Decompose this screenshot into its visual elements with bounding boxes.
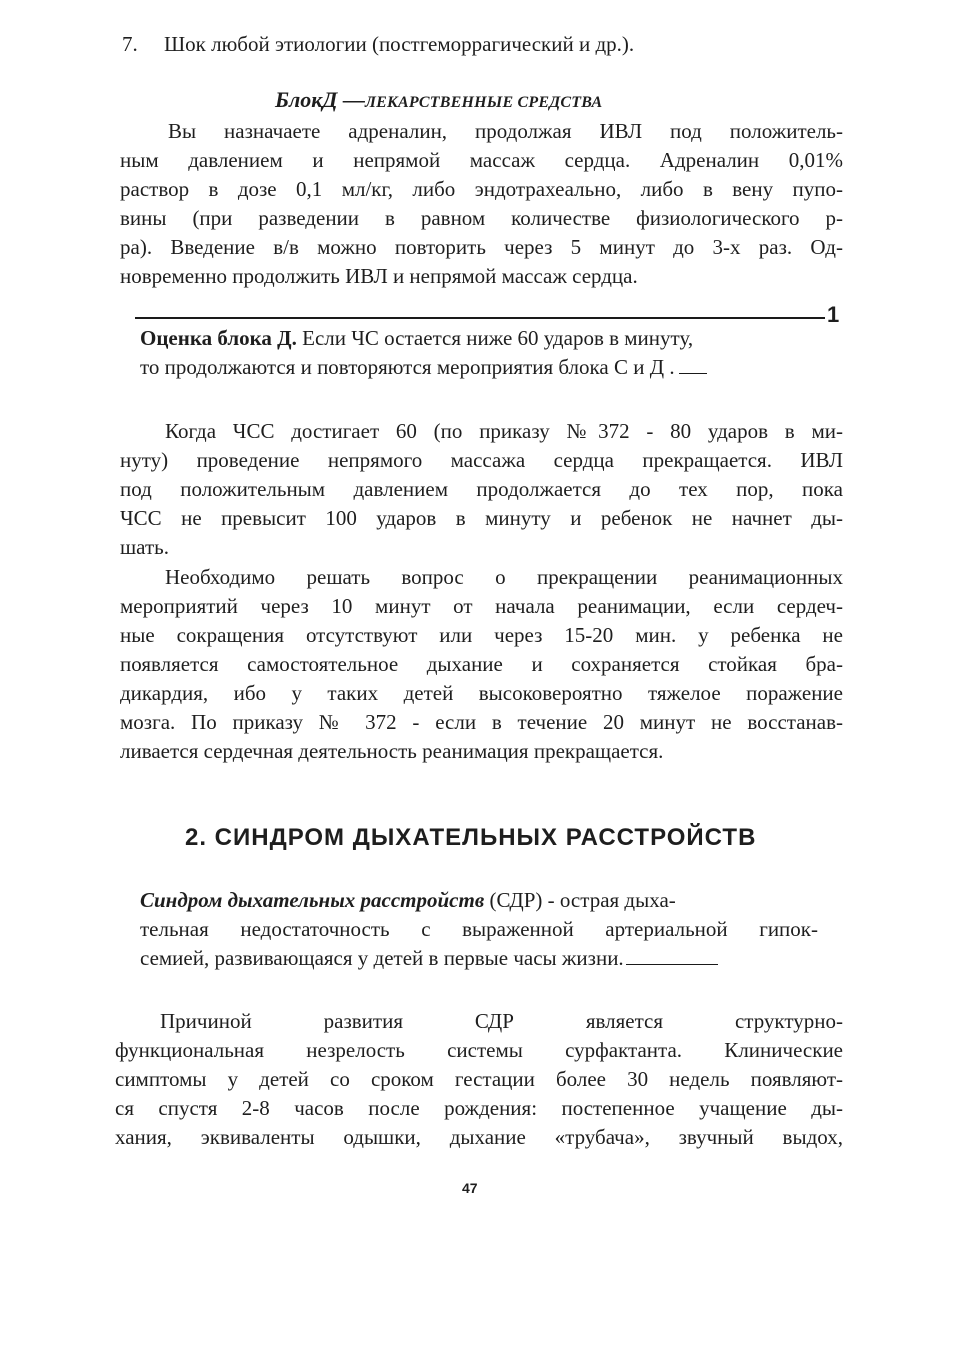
paragraph-line: мероприятий через 10 минут от начала реанимации, если сердеч- (120, 594, 843, 618)
paragraph-line: Когда ЧСС достигает 60 (по приказу №372 - 80 ударов в ми- (165, 419, 843, 443)
section-title: 2. СИНДРОМ ДЫХАТЕЛЬНЫХ РАССТРОЙСТВ (185, 824, 757, 851)
fill-in-blank (626, 946, 718, 965)
block-d-heading (275, 87, 695, 113)
paragraph-line: Вы назначаете адреналин, продолжая ИВЛ под положитель- (168, 119, 843, 143)
block-d-heading-dash: — (337, 87, 365, 112)
divider-mark: 1 (827, 302, 840, 327)
paragraph-line: шать. (120, 535, 169, 559)
fill-in-blank (679, 355, 707, 374)
paragraph-line: новременно продолжить ИВЛ и непрямой массаж сердца. (120, 264, 638, 288)
definition-term: Синдром дыхательных расстройств (140, 888, 485, 912)
list-item (122, 30, 634, 59)
paragraph-line: ливается сердечная деятельность реанимация прекращается. (120, 739, 664, 763)
paragraph-line: симптомы у детей со сроком гестации более 30 недель появляют- (115, 1067, 843, 1091)
paragraph-line: ные сокращения отсутствуют или через 15-20 мин. у ребенка не (120, 623, 843, 647)
paragraph-line: Необходимо решать вопрос о прекращении реанимационных (165, 565, 843, 589)
paragraph-line: мозга. По приказу № 372 - если в течение 20 минут не восстанав- (120, 710, 843, 734)
paragraph-line: дикардия, ибо у таких детей высоковероятно тяжелое поражение (120, 681, 843, 705)
paragraph-line: ра). Введение в/в можно повторить через 5 минут до 3-х раз. Од- (120, 235, 843, 259)
paragraph-line: раствор в дозе 0,1 мл/кг, либо эндотрахеально, либо в вену пупо- (120, 177, 843, 201)
page-number: 47 (462, 1180, 478, 1196)
assessment-line-2: то продолжаются и повторяются мероприятия блока С и Д . (140, 353, 707, 382)
paragraph-line: хания, эквиваленты одышки, дыхание «трубача», звучный выдох, (115, 1125, 843, 1149)
block-d-heading-main: БлокД (275, 87, 338, 112)
list-item-number: 7. (122, 32, 138, 56)
block-d-heading-sub: ЛЕКАРСТВЕННЫЕ СРЕДСТВА (364, 94, 603, 111)
section-divider (135, 317, 825, 319)
assessment-label: Оценка блока Д. (140, 326, 297, 350)
definition-line-2: тельная недостаточность с выраженной артериальной гипок- (140, 917, 818, 941)
paragraph-line: вины (при разведении в равном количестве физиологического р- (120, 206, 843, 230)
paragraph-line: появляется самостоятельное дыхание и сохраняется стойкая бра- (120, 652, 843, 676)
definition-line-3: семией, развивающаяся у детей в первые часы жизни. (140, 944, 718, 973)
paragraph-line: нуту) проведение непрямого массажа сердца прекращается. ИВЛ (120, 448, 843, 472)
assessment-line-1: Оценка блока Д. Если ЧС остается ниже 60 ударов в минуту, (140, 326, 694, 350)
paragraph-line: под положительным давлением продолжается до тех пор, пока (120, 477, 843, 501)
paragraph-line: ным давлением и непрямой массаж сердца. Адреналин 0,01% (120, 148, 843, 172)
paragraph-line: функциональная незрелость системы сурфактанта. Клинические (115, 1038, 843, 1062)
list-item-text: Шок любой этиологии (постгеморрагический и др.). (164, 32, 635, 56)
definition-line-1: Синдром дыхательных расстройств (СДР) - острая дыха- (140, 888, 676, 912)
paragraph-line: ся спустя 2-8 часов после рождения: постепенное учащение ды- (115, 1096, 843, 1120)
paragraph-line: Причиной развития СДР является структурно- (160, 1009, 843, 1033)
paragraph-line: ЧСС не превысит 100 ударов в минуту и ребенок не начнет ды- (120, 506, 843, 530)
